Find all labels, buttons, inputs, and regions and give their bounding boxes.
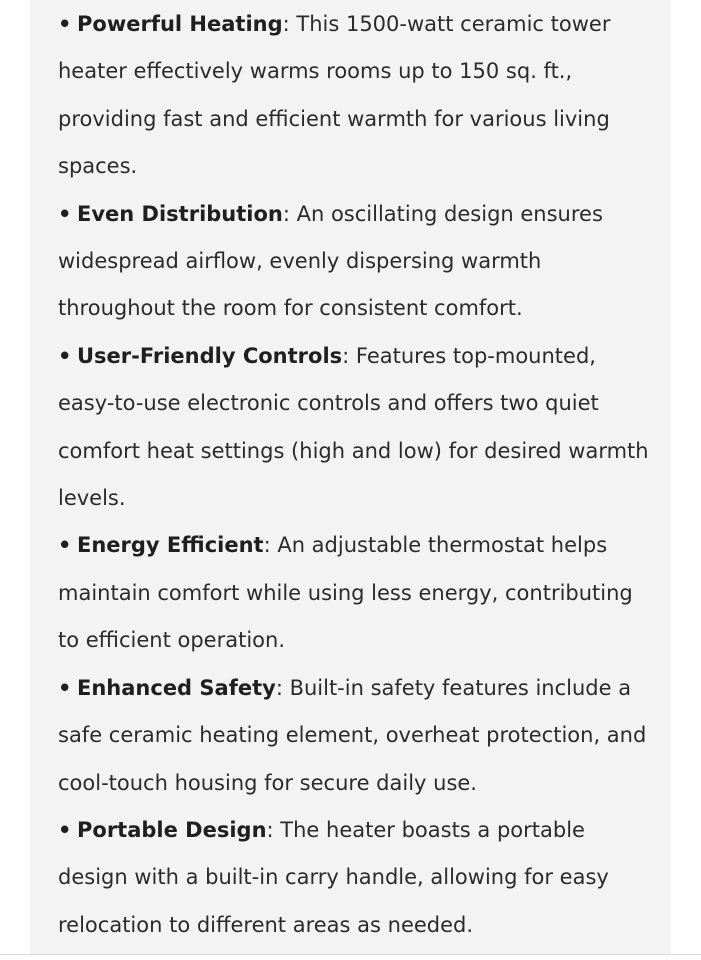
feature-title: Portable Design (77, 817, 267, 842)
feature-description: : An oscillating design ensures widespread airflow, evenly dispersing warmth throughout the room for consistent comfort. (58, 201, 603, 321)
feature-title: Enhanced Safety (77, 675, 276, 700)
feature-list (58, 1, 658, 949)
feature-description: : Built-in safety features include a safe ceramic heating element, overheat protection, and cool-touch housing for secure daily use. (58, 675, 647, 795)
feature-description: : An adjustable thermostat helps maintain comfort while using less energy, contributing to efficient operation. (58, 533, 633, 653)
bullet-icon: • (58, 533, 72, 558)
feature-item-user-friendly-controls (58, 333, 658, 523)
feature-description: : Features top-mounted, easy-to-use electronic controls and offers two quiet comfort heat settings (high and low) for desired warmth levels. (58, 343, 649, 511)
feature-item-energy-efficient (58, 522, 658, 664)
feature-item-even-distribution (58, 191, 658, 333)
feature-description: : This 1500-watt ceramic tower heater effectively warms rooms up to 150 sq. ft., providing fast and efficient warmth for various living spaces. (58, 12, 611, 179)
feature-title: User-Friendly Controls (77, 343, 343, 368)
feature-item-portable-design (58, 807, 658, 949)
bottom-divider (0, 954, 701, 955)
feature-title: Powerful Heating (77, 12, 283, 36)
feature-description: : The heater boasts a portable design with a built-in carry handle, allowing for easy relocation to different areas as needed. (58, 817, 609, 937)
feature-item-enhanced-safety (58, 665, 658, 807)
bullet-icon: • (58, 817, 72, 842)
feature-title: Even Distribution (77, 201, 283, 226)
bullet-icon: • (58, 675, 72, 700)
feature-title: Energy Efficient (77, 533, 264, 558)
bullet-icon: • (58, 201, 72, 226)
feature-item-powerful-heating (58, 1, 658, 191)
bullet-icon: • (58, 12, 72, 36)
bullet-icon: • (58, 343, 72, 368)
